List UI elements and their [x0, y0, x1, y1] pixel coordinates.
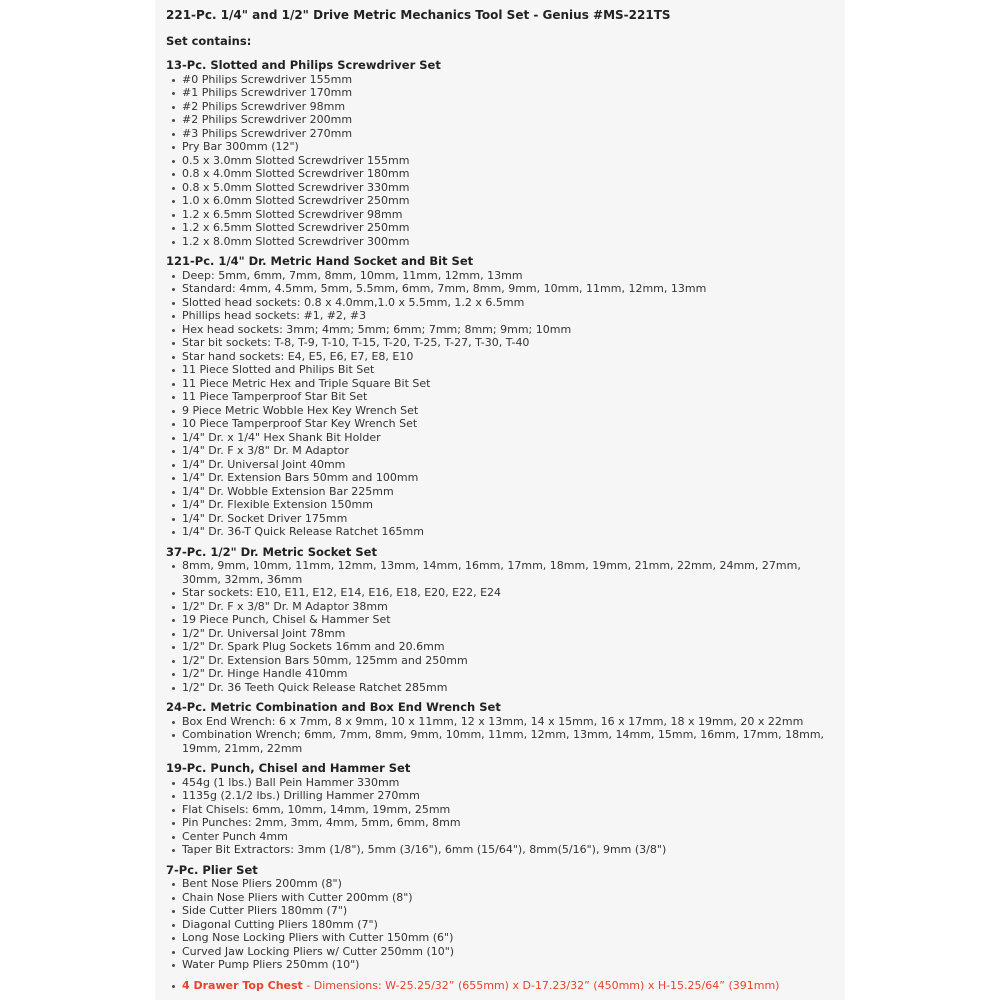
- list-item: 1.2 x 6.5mm Slotted Screwdriver 250mm: [166, 221, 827, 235]
- list-item: 9 Piece Metric Wobble Hex Key Wrench Set: [166, 404, 827, 418]
- list-item: #0 Philips Screwdriver 155mm: [166, 73, 827, 87]
- section-heading: 19-Pc. Punch, Chisel and Hammer Set: [166, 761, 411, 775]
- list-item: 1/2" Dr. Extension Bars 50mm, 125mm and 250mm: [166, 654, 827, 668]
- list-item: 1/2" Dr. F x 3/8" Dr. M Adaptor 38mm: [166, 600, 827, 614]
- drawer-chest-name: 4 Drawer Top Chest: [182, 978, 303, 992]
- list-item: Diagonal Cutting Pliers 180mm (7"): [166, 918, 827, 932]
- list-item: Center Punch 4mm: [166, 830, 827, 844]
- list-item: #1 Philips Screwdriver 170mm: [166, 86, 827, 100]
- drawer-chest-line: [166, 979, 827, 993]
- list-item: Standard: 4mm, 4.5mm, 5mm, 5.5mm, 6mm, 7mm, 8mm, 9mm, 10mm, 11mm, 12mm, 13mm: [166, 282, 827, 296]
- list-item: Star sockets: E10, E11, E12, E14, E16, E18, E20, E22, E24: [166, 586, 827, 600]
- list-item: 1/4" Dr. F x 3/8" Dr. M Adaptor: [166, 444, 827, 458]
- list-item: #3 Philips Screwdriver 270mm: [166, 127, 827, 141]
- list-item: Hex head sockets: 3mm; 4mm; 5mm; 6mm; 7mm; 8mm; 9mm; 10mm: [166, 323, 827, 337]
- list-item: Box End Wrench: 6 x 7mm, 8 x 9mm, 10 x 11mm, 12 x 13mm, 14 x 15mm, 16 x 17mm, 18 x 19mm, 20 x 22mm: [166, 715, 827, 729]
- drawer-chest-dimensions: - Dimensions: W-25.25/32” (655mm) x D-17.23/32” (450mm) x H-15.25/64” (391mm): [302, 978, 780, 992]
- list-item: Combination Wrench; 6mm, 7mm, 8mm, 9mm, 10mm, 11mm, 12mm, 13mm, 14mm, 15mm, 16mm, 17mm, 18mm, 19mm, 21mm, 22mm: [166, 728, 827, 755]
- list-item: 0.8 x 4.0mm Slotted Screwdriver 180mm: [166, 167, 827, 181]
- list-item: 1/2" Dr. Universal Joint 78mm: [166, 627, 827, 641]
- section-item-list: [166, 73, 827, 249]
- tool-set-section: [166, 255, 827, 539]
- list-item: Long Nose Locking Pliers with Cutter 150mm (6"): [166, 931, 827, 945]
- list-item: Bent Nose Pliers 200mm (8"): [166, 877, 827, 891]
- section-heading: 7-Pc. Plier Set: [166, 862, 258, 877]
- section-heading: 37-Pc. 1/2" Dr. Metric Socket Set: [166, 544, 377, 559]
- page-title: 221-Pc. 1/4" and 1/2" Drive Metric Mechanics Tool Set - Genius #MS-221TS: [166, 8, 671, 22]
- list-item: #2 Philips Screwdriver 200mm: [166, 113, 827, 127]
- list-item: 1/4" Dr. Extension Bars 50mm and 100mm: [166, 471, 827, 485]
- list-item: Star bit sockets: T-8, T-9, T-10, T-15, T-20, T-25, T-27, T-30, T-40: [166, 336, 827, 350]
- set-contains-label: Set contains:: [166, 34, 252, 48]
- list-item: 1/2" Dr. 36 Teeth Quick Release Ratchet 285mm: [166, 681, 827, 695]
- list-item: 1135g (2.1/2 lbs.) Drilling Hammer 270mm: [166, 789, 827, 803]
- list-item: Flat Chisels: 6mm, 10mm, 14mm, 19mm, 25mm: [166, 803, 827, 817]
- list-item: 10 Piece Tamperproof Star Key Wrench Set: [166, 417, 827, 431]
- list-item: Water Pump Pliers 250mm (10"): [166, 958, 827, 972]
- product-description-panel: [155, 0, 845, 1000]
- list-item: 1.2 x 8.0mm Slotted Screwdriver 300mm: [166, 235, 827, 249]
- list-item: 1/2" Dr. Spark Plug Sockets 16mm and 20.6mm: [166, 640, 827, 654]
- list-item: 1/2" Dr. Hinge Handle 410mm: [166, 667, 827, 681]
- list-item: Taper Bit Extractors: 3mm (1/8"), 5mm (3/16"), 6mm (15/64"), 8mm(5/16"), 9mm (3/8"): [166, 843, 827, 857]
- list-item: Star hand sockets: E4, E5, E6, E7, E8, E10: [166, 350, 827, 364]
- list-item: 1.0 x 6.0mm Slotted Screwdriver 250mm: [166, 194, 827, 208]
- list-item: 11 Piece Slotted and Philips Bit Set: [166, 363, 827, 377]
- tool-set-section: [166, 701, 827, 755]
- list-item: 0.5 x 3.0mm Slotted Screwdriver 155mm: [166, 154, 827, 168]
- list-item: Pin Punches: 2mm, 3mm, 4mm, 5mm, 6mm, 8mm: [166, 816, 827, 830]
- tool-set-section: [166, 864, 827, 972]
- tool-set-section: [166, 762, 827, 857]
- list-item: 0.8 x 5.0mm Slotted Screwdriver 330mm: [166, 181, 827, 195]
- list-item: Slotted head sockets: 0.8 x 4.0mm,1.0 x 5.5mm, 1.2 x 6.5mm: [166, 296, 827, 310]
- section-item-list: [166, 269, 827, 539]
- list-item: 11 Piece Metric Hex and Triple Square Bit Set: [166, 377, 827, 391]
- list-item: 1/4" Dr. x 1/4" Hex Shank Bit Holder: [166, 431, 827, 445]
- list-item: Deep: 5mm, 6mm, 7mm, 8mm, 10mm, 11mm, 12mm, 13mm: [166, 269, 827, 283]
- section-heading: 24-Pc. Metric Combination and Box End Wrench Set: [166, 700, 501, 714]
- section-heading: 13-Pc. Slotted and Philips Screwdriver Set: [166, 58, 441, 72]
- section-heading: 121-Pc. 1/4" Dr. Metric Hand Socket and Bit Set: [166, 254, 474, 268]
- list-item: 19 Piece Punch, Chisel & Hammer Set: [166, 613, 827, 627]
- list-item: 454g (1 lbs.) Ball Pein Hammer 330mm: [166, 776, 827, 790]
- list-item: 1/4" Dr. 36-T Quick Release Ratchet 165mm: [166, 525, 827, 539]
- list-item: 8mm, 9mm, 10mm, 11mm, 12mm, 13mm, 14mm, 16mm, 17mm, 18mm, 19mm, 21mm, 22mm, 24mm, 27mm, 30mm, 32mm, 36mm: [166, 559, 827, 586]
- list-item: #2 Philips Screwdriver 98mm: [166, 100, 827, 114]
- tool-set-section: [166, 546, 827, 695]
- section-item-list: [166, 776, 827, 857]
- section-item-list: [166, 877, 827, 972]
- list-item: Curved Jaw Locking Pliers w/ Cutter 250mm (10"): [166, 945, 827, 959]
- list-item: Chain Nose Pliers with Cutter 200mm (8"): [166, 891, 827, 905]
- section-item-list: [166, 715, 827, 756]
- list-item: 1/4" Dr. Wobble Extension Bar 225mm: [166, 485, 827, 499]
- section-item-list: [166, 559, 827, 694]
- list-item: Side Cutter Pliers 180mm (7"): [166, 904, 827, 918]
- tool-set-section: [166, 59, 827, 248]
- set-contents-list: [166, 59, 827, 972]
- list-item: 11 Piece Tamperproof Star Bit Set: [166, 390, 827, 404]
- list-item: 1/4" Dr. Universal Joint 40mm: [166, 458, 827, 472]
- list-item: 1.2 x 6.5mm Slotted Screwdriver 98mm: [166, 208, 827, 222]
- list-item: Phillips head sockets: #1, #2, #3: [166, 309, 827, 323]
- list-item: 1/4" Dr. Flexible Extension 150mm: [166, 498, 827, 512]
- list-item: Pry Bar 300mm (12"): [166, 140, 827, 154]
- list-item: 1/4" Dr. Socket Driver 175mm: [166, 512, 827, 526]
